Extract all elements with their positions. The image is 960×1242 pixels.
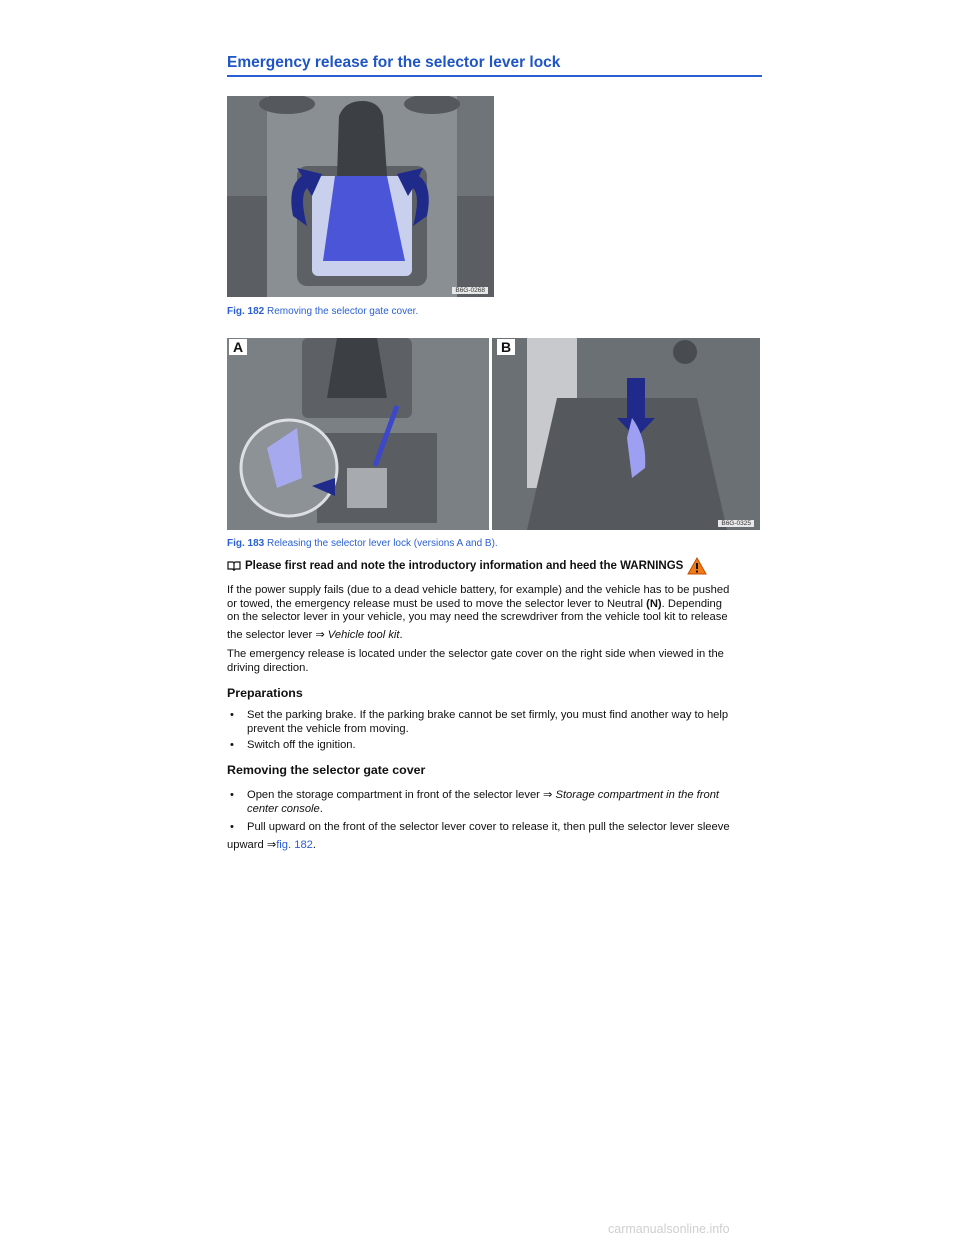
note-text: Please first read and note the introductory information and heed the WARNINGS — [245, 560, 684, 572]
read-warning-note — [227, 557, 767, 575]
figure-label: Fig. 183 — [227, 538, 265, 549]
figure-182-image — [227, 96, 494, 297]
section-heading: Emergency release for the selector lever lock — [227, 54, 762, 77]
list-item: • Open the storage compartment in front of the selector lever ⇒ Storage compartment in the front center console. — [227, 789, 762, 816]
watermark: carmanualsonline.info — [608, 1222, 730, 1236]
figure-183-label-a: A — [229, 339, 247, 355]
crossref-storage-compartment[interactable]: Storage compartment in the front center console — [247, 789, 720, 815]
arrow-icon: ⇒ — [315, 628, 325, 641]
text-line: or towed, the emergency release must be used to move the selector lever to Neutral (N). Depending — [227, 597, 722, 610]
paragraph-release-location — [227, 648, 762, 675]
caption-text: Releasing the selector lever lock (versions A and B). — [264, 538, 498, 549]
arrow-icon: ⇒ — [266, 839, 277, 851]
list-item: • Pull upward on the front of the selector lever cover to release it, then pull the selector lever sleeve — [227, 821, 762, 835]
removing-heading: Removing the selector gate cover — [227, 763, 426, 777]
paragraph-power-failure — [227, 584, 762, 642]
preparations-heading: Preparations — [227, 686, 303, 700]
figure-code: B6G-0325 — [718, 520, 754, 527]
figure-183-label-b: B — [497, 339, 515, 355]
list-item: • Switch off the ignition. — [227, 739, 762, 753]
text-line: upward ⇒fig. 182. — [227, 839, 316, 851]
list-item: • Set the parking brake. If the parking brake cannot be set firmly, you must find another way to help prevent the vehicle from moving. — [227, 709, 762, 736]
figure-183-caption — [227, 538, 498, 549]
text-line: The emergency release is located under the selector gate cover on the right side when viewed in the — [227, 648, 724, 660]
text-line: the selector lever ⇒ Vehicle tool kit. — [227, 628, 403, 641]
book-icon — [227, 561, 241, 571]
link-fig-182[interactable]: fig. 182 — [276, 839, 313, 851]
crossref-vehicle-tool-kit[interactable]: Vehicle tool kit — [327, 628, 400, 641]
bullet-icon: • — [230, 739, 234, 751]
figure-183-image — [227, 338, 760, 530]
bullet-icon: • — [230, 821, 234, 833]
caption-text: Removing the selector gate cover. — [264, 306, 419, 317]
figure-label: Fig. 182 — [227, 306, 265, 317]
figure-code: B6G-0268 — [452, 287, 488, 294]
text-line: If the power supply fails (due to a dead vehicle battery, for example) and the vehicle has to be pushed — [227, 584, 730, 596]
arrow-icon: ⇒ — [543, 789, 553, 801]
warning-icon[interactable] — [687, 557, 707, 575]
figure-182-caption — [227, 306, 418, 317]
bullet-icon: • — [230, 789, 234, 801]
text-line: driving direction. — [227, 661, 309, 674]
bullet-icon: • — [230, 709, 234, 721]
text-line: on the selector lever in your vehicle, you may need the screwdriver from the vehicle tool kit to release — [227, 611, 728, 624]
